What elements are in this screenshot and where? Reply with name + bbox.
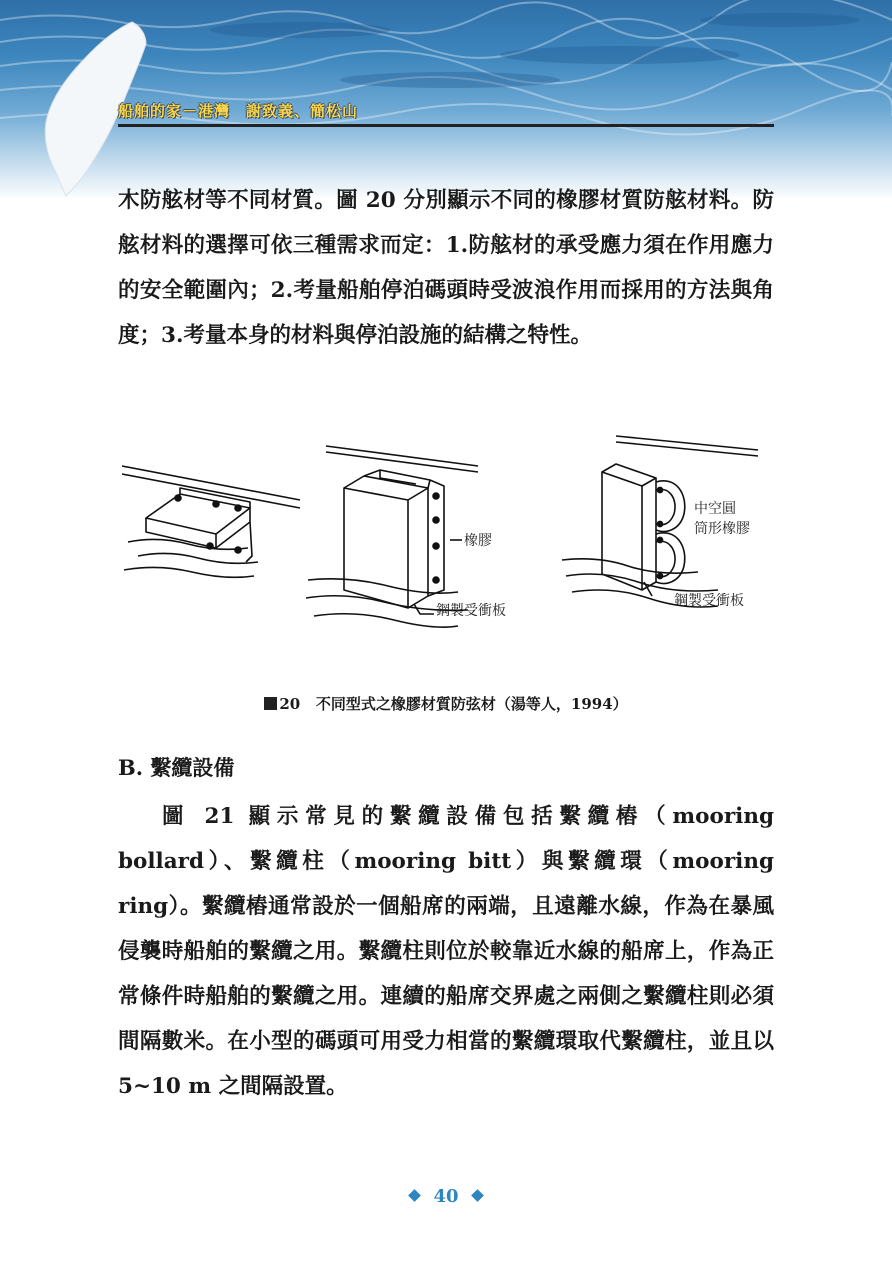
caption-number: 20: [279, 695, 301, 713]
diamond-left-icon: [409, 1189, 422, 1202]
header-rule: [118, 124, 774, 127]
header-banner: [0, 0, 892, 200]
figure-20-rubber-fenders: [118, 430, 778, 650]
label-rubber: 橡膠: [464, 533, 492, 549]
diamond-right-icon: [471, 1189, 484, 1202]
paragraph-mooring-equipment: 圖 21 顯示常見的繫纜設備包括繫纜樁（mooring bollard）、繫纜柱（mooring bitt）與繫纜環（mooring ring）。繫纜樁通常設於一個船席的兩端，且遠離水線，作為在暴風侵襲時船舶的繫纜之用。繫纜柱則位於較靠近水線的船席上，作為正常條件時船舶的繫纜之用。連續的船席交界處之兩側之繫纜柱則必須間隔數米。在小型的碼頭可用受力相當的繫纜環取代繫纜柱，並且以 5~10 m 之間隔設置。: [118, 804, 774, 1099]
caption-text: 不同型式之橡膠材質防弦材（湯等人，1994）: [315, 695, 628, 713]
figure-marker-icon: [264, 697, 277, 710]
fender-v-type-drawing: [122, 466, 300, 577]
page-number: 40: [433, 1186, 459, 1207]
paragraph-fender-materials: 木防舷材等不同材質。圖 20 分別顯示不同的橡膠材質防舷材料。防舷材料的選擇可依三種需求而定：1.防舷材的承受應力須在作用應力的安全範圍內；2.考量船舶停泊碼頭時受波浪作用而採用的方法與角度；3.考量本身的材料與停泊設施的結構之特性。: [118, 188, 774, 348]
label-hollow-rubber-line1: 中空圓: [694, 501, 736, 517]
label-steel-plate-middle: 鋼製受衝板: [436, 603, 506, 619]
label-steel-plate-right: 鋼製受衝板: [674, 593, 744, 609]
header-title: 船舶的家－港灣 謝致義、簡松山: [118, 102, 359, 120]
label-hollow-rubber-line2: 筒形橡膠: [694, 521, 750, 537]
figure-caption: [0, 693, 892, 714]
section-heading: B. 繫纜設備: [118, 755, 235, 780]
page-footer: [0, 1186, 892, 1207]
